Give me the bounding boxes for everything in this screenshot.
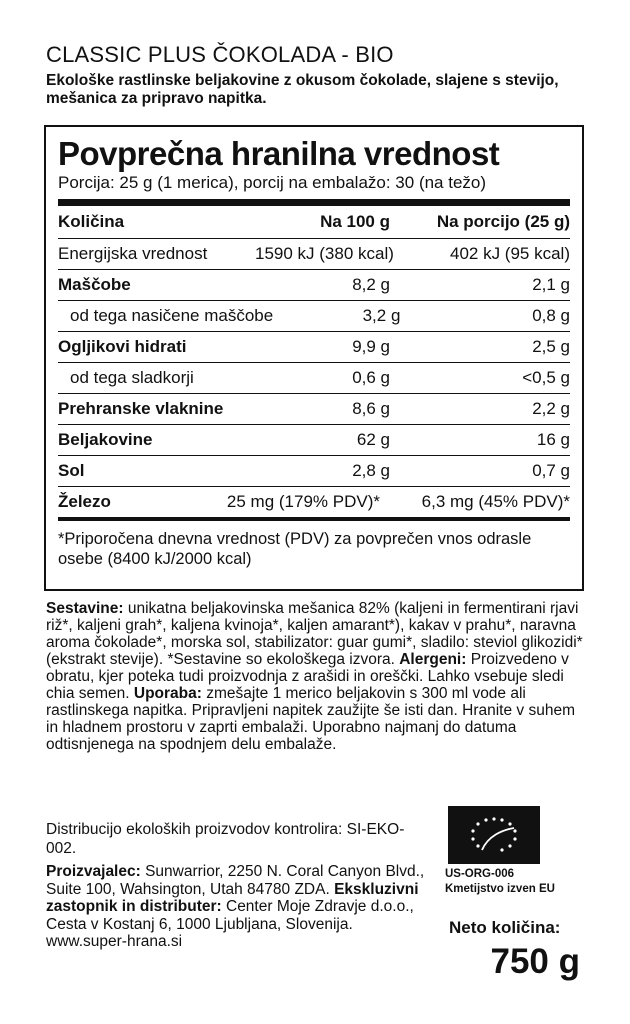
producer-text [46,863,426,951]
nutrition-row [58,270,570,301]
nutrient-per-100g: 25 mg (179% PDV)* [226,492,380,511]
divider [58,199,570,206]
nutrition-panel [44,125,584,591]
nutrient-name: Energijska vrednost [58,244,208,263]
nutrition-row [58,363,570,394]
distributor-label: Ekskluzivni zastopnik in distributer: [46,880,419,915]
nutrient-per-portion: 2,1 g [532,275,570,294]
usage-label: Uporaba: [133,685,202,702]
nutrient-name: Ogljikovi hidrati [58,337,187,356]
ingredients-text [46,600,586,753]
product-subtitle: Ekološke rastlinske beljakovine z okusom čokolade, slajene s stevijo, mešanica za pripravo napitka. [46,72,559,107]
pdv-footnote: *Priporočena dnevna vrednost (PDV) za povprečen vnos odrasle osebe (8400 kJ/2000 kcal) [58,530,532,568]
producer-label: Proizvajalec: [46,863,141,880]
certification-code: US-ORG-006 [445,868,515,880]
nutrient-per-100g: 2,8 g [352,461,390,480]
nutrient-per-portion: 2,2 g [532,399,570,418]
certification-info [445,867,555,897]
allergens-body: Proizvedeno v obratu, kjer poteka tudi proizvodnja z arašidi in oreščki. Lahko vsebuje sledi chia semen. [46,651,569,702]
nutrient-per-100g: 8,6 g [352,399,390,418]
nutrient-per-portion: 402 kJ (95 kcal) [450,244,570,263]
nutrient-per-100g: 9,9 g [352,337,390,356]
product-title: CLASSIC PLUS ČOKOLADA - BIO [46,42,394,67]
usage-body: zmešajte 1 merico beljakovin s 300 ml vode ali rastlinskega napitka. Pripravljeni napitek zaužijte še isti dan. Hranite v suhem in hladnem prostoru v zaprti embalaži. Uporabno najmanj do datuma odtisnjenega na spodnjem delu embalaže. [46,685,575,753]
column-per-100g: Na 100 g [320,212,390,231]
nutrition-title: Povprečna hranilna vrednost [58,135,500,172]
column-name: Količina [58,212,125,231]
nutrition-row [58,487,570,517]
nutrient-per-100g: 3,2 g [362,306,401,325]
nutrition-header-row [58,206,570,239]
nutrient-per-portion: 0,8 g [532,306,570,325]
nutrient-name: od tega nasičene maščobe [70,306,274,325]
nutrient-name: Beljakovine [58,430,153,449]
ingredients-label: Sestavine: [46,600,124,617]
nutrient-name: Maščobe [58,275,131,294]
nutrition-row [58,239,570,270]
nutrient-name: od tega sladkorji [70,368,194,387]
certification-note: Kmetijstvo izven EU [445,883,555,895]
eu-organic-leaf-icon [448,806,540,864]
nutrient-per-100g: 0,6 g [352,368,390,387]
allergens-label: Alergeni: [399,651,467,668]
nutrient-per-portion: <0,5 g [522,368,570,387]
producer-body: Sunwarrior, 2250 N. Coral Canyon Blvd., Suite 100, Wahsington, Utah 84780 ZDA. [46,863,425,898]
ingredients-body: unikatna beljakovinska mešanica 82% (kaljeni in fermentirani rjavi riž*, kaljeni grah*, kaljena kvinoja*, kaljen amarant*), kakav v prahu*, naravna aroma čokolade*, morska sol, stabilizator: guar gumi*, sladilo: steviol glikozidi* (ekstrakt stevije). *Sestavine so ekološkega izvora. [46,600,583,668]
divider [58,517,570,521]
nutrition-row [58,425,570,456]
net-quantity-label: Neto količina: [449,918,561,937]
serving-info: Porcija: 25 g (1 merica), porcij na embalažo: 30 (na težo) [58,173,487,192]
column-per-portion: Na porcijo (25 g) [436,212,570,231]
nutrition-row [58,456,570,487]
nutrient-per-100g: 8,2 g [352,275,390,294]
nutrient-per-portion: 16 g [536,430,570,449]
nutrient-per-portion: 2,5 g [532,337,570,356]
eu-organic-leaf-graphic [448,806,540,864]
organic-control-text: Distribucijo ekoloških proizvodov kontrolira: SI-EKO-002. [46,821,405,857]
nutrient-per-100g: 62 g [356,430,390,449]
nutrient-per-portion: 6,3 mg (45% PDV)* [421,492,570,511]
nutrient-name: Prehranske vlaknine [58,399,224,418]
nutrient-per-100g: 1590 kJ (380 kcal) [255,244,394,263]
nutrition-row [58,301,570,332]
distributor-body: Center Moje Zdravje d.o.o., Cesta v Kostanj 6, 1000 Ljubljana, Slovenija. www.super-hrana.si [46,898,414,950]
nutrient-per-portion: 0,7 g [532,461,570,480]
nutrition-row [58,394,570,425]
net-quantity-value: 750 g [490,942,580,981]
nutrition-row [58,332,570,363]
nutrient-name: Sol [58,461,85,480]
nutrient-name: Železo [58,492,111,511]
